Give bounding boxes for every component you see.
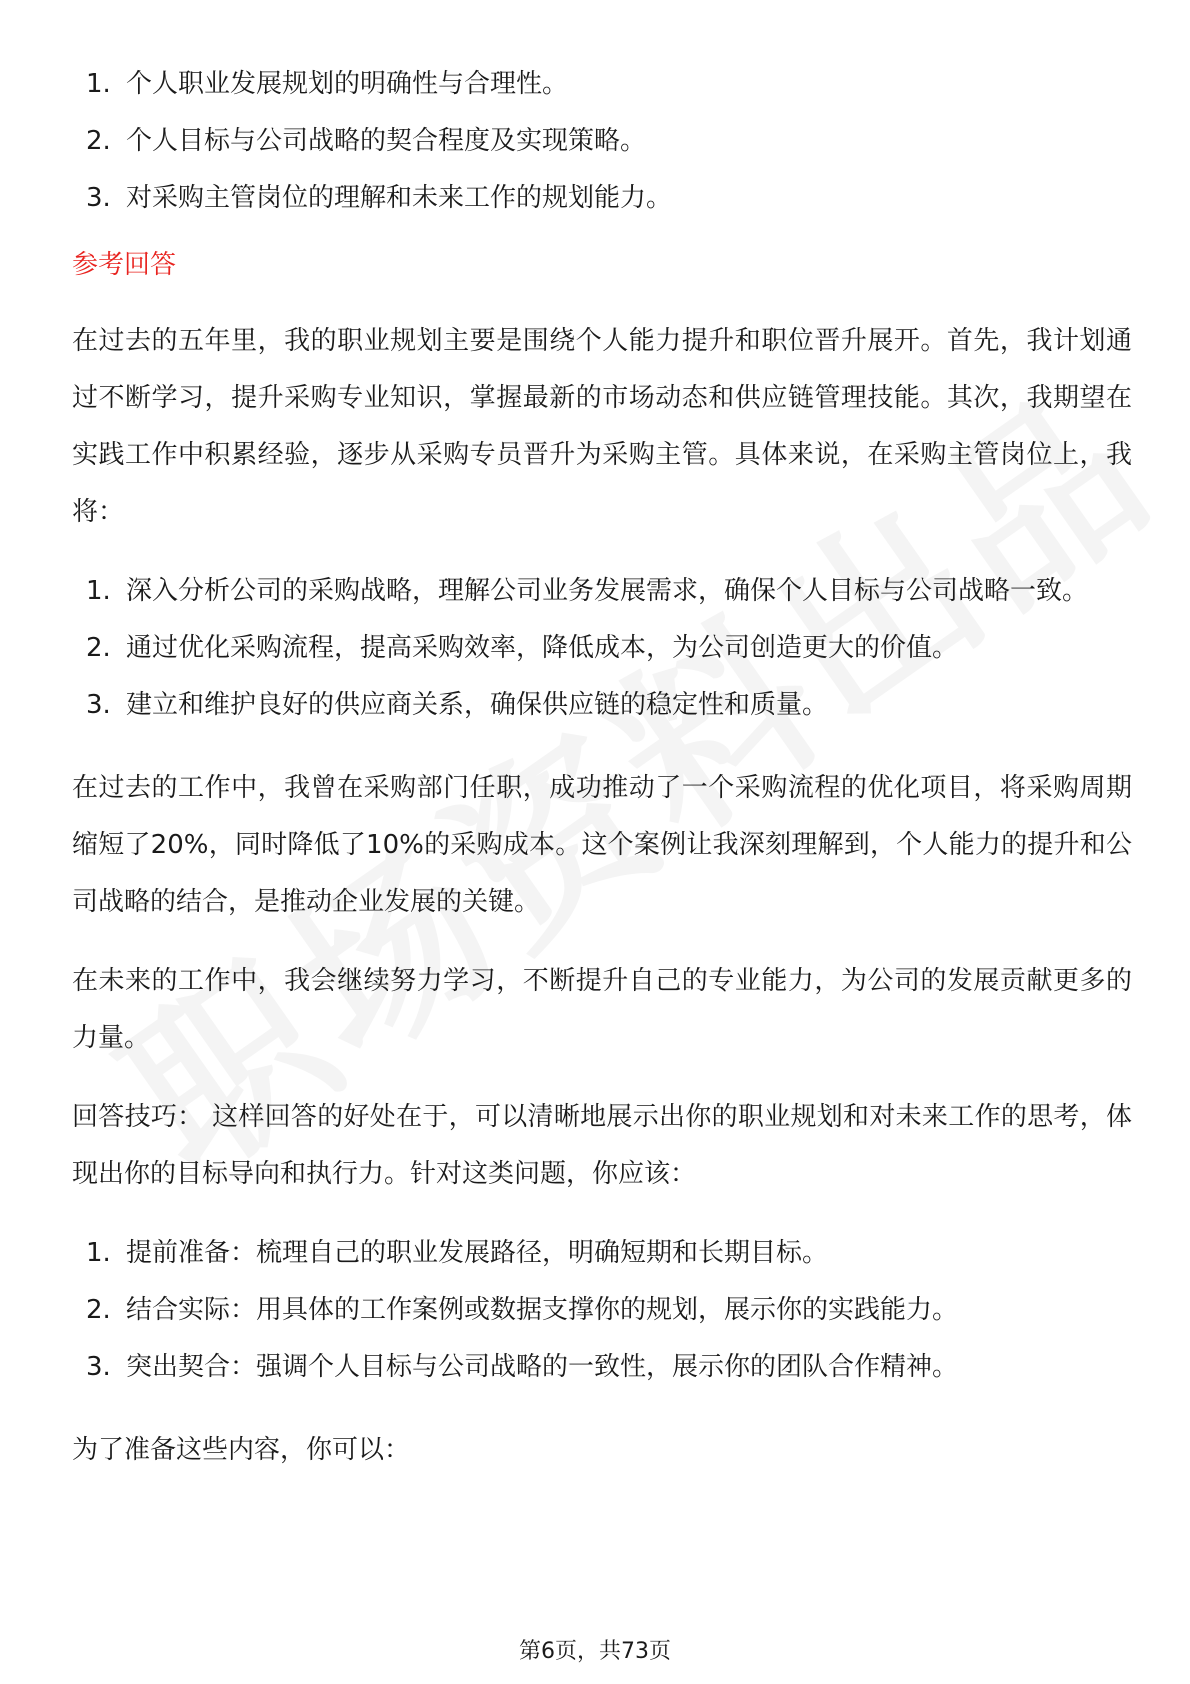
page-number: 第6页，共73页: [519, 1639, 671, 1664]
list-item: 3. 建立和维护良好的供应商关系，确保供应链的稳定性和质量。: [86, 690, 829, 720]
plan-list: [72, 563, 1132, 734]
paragraph: 在未来的工作中，我会继续努力学习，不断提升自己的专业能力，为公司的发展贡献更多的力量。: [72, 966, 1132, 1053]
paragraph: 在过去的五年里，我的职业规划主要是围绕个人能力提升和职位晋升展开。首先，我计划通过不断学习，提升采购专业知识，掌握最新的市场动态和供应链管理技能。其次，我期望在实践工作中积累经验，逐步从采购专员晋升为采购主管。具体来说，在采购主管岗位上，我将：: [72, 326, 1132, 527]
list-item: 3. 对采购主管岗位的理解和未来工作的规划能力。: [86, 183, 673, 213]
page-content: [72, 56, 1132, 1479]
list-item: 1. 个人职业发展规划的明确性与合理性。: [86, 69, 569, 99]
paragraph: 回答技巧： 这样回答的好处在于，可以清晰地展示出你的职业规划和对未来工作的思考，体现出你的目标导向和执行力。针对这类问题，你应该：: [72, 1102, 1132, 1189]
paragraph: 在过去的工作中，我曾在采购部门任职，成功推动了一个采购流程的优化项目，将采购周期缩短了20%，同时降低了10%的采购成本。这个案例让我深刻理解到，个人能力的提升和公司战略的结合，是推动企业发展的关键。: [72, 773, 1132, 917]
paragraph: 为了准备这些内容，你可以：: [72, 1435, 411, 1465]
evaluation-points-list: [72, 56, 1132, 227]
tips-list: [72, 1225, 1132, 1396]
list-item: 2. 通过优化采购流程，提高采购效率，降低成本，为公司创造更大的价值。: [86, 633, 959, 663]
list-item: 2. 结合实际：用具体的工作案例或数据支撑你的规划，展示你的实践能力。: [86, 1295, 959, 1325]
list-item: 2. 个人目标与公司战略的契合程度及实现策略。: [86, 126, 647, 156]
list-item: 3. 突出契合：强调个人目标与公司战略的一致性，展示你的团队合作精神。: [86, 1352, 959, 1382]
list-item: 1. 深入分析公司的采购战略，理解公司业务发展需求，确保个人目标与公司战略一致。: [86, 576, 1089, 606]
section-heading: 参考回答: [72, 250, 177, 280]
list-item: 1. 提前准备：梳理自己的职业发展路径，明确短期和长期目标。: [86, 1238, 829, 1268]
